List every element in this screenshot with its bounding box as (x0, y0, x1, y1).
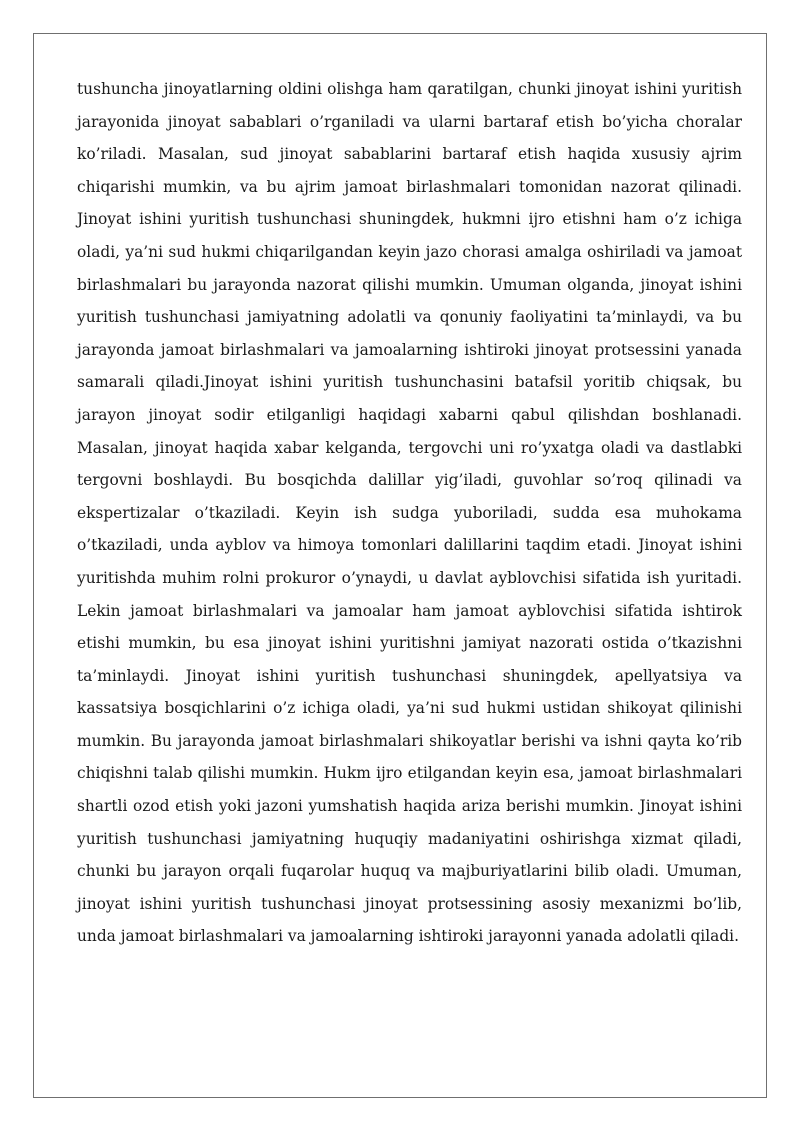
body-paragraph: tushuncha jinoyatlarning oldini olishga ham qaratilgan, chunki jinoyat ishini yuritish jarayonida jinoyat sabablari o’rganiladi va ularni bartaraf etish bo’yicha choralar ko’riladi. Masalan, sud jinoyat sabablarini bartaraf etish haqida xususiy ajrim chiqarishi mumkin, va bu ajrim jamoat birlashmalari tomonidan nazorat qilinadi. Jinoyat ishini yuritish tushunchasi shuningdek, hukmni ijro etishni ham o’z ichiga oladi, ya’ni sud hukmi chiqarilgandan keyin jazo chorasi amalga oshiriladi va jamoat birlashmalari bu jarayonda nazorat qilishi mumkin. Umuman olganda, jinoyat ishini yuritish tushunchasi jamiyatning adolatli va qonuniy faoliyatini ta’minlaydi, va bu jarayonda jamoat birlashmalari va jamoalarning ishtiroki jinoyat protsessini yanada samarali qiladi.Jinoyat ishini yuritish tushunchasini batafsil yoritib chiqsak, bu jarayon jinoyat sodir etilganligi haqidagi xabarni qabul qilishdan boshlanadi. Masalan, jinoyat haqida xabar kelganda, tergovchi uni ro’yxatga oladi va dastlabki tergovni boshlaydi. Bu bosqichda dalillar yig’iladi, guvohlar so’roq qilinadi va ekspertizalar o’tkaziladi. Keyin ish sudga yuboriladi, sudda esa muhokama o’tkaziladi, unda ayblov va himoya tomonlari dalillarini taqdim etadi. Jinoyat ishini yuritishda muhim rolni prokuror o’ynaydi, u davlat ayblovchisi sifatida ish yuritadi. Lekin jamoat birlashmalari va jamoalar ham jamoat ayblovchisi sifatida ishtirok etishi mumkin, bu esa jinoyat ishini yuritishni jamiyat nazorati ostida o’tkazishni ta’minlaydi. Jinoyat ishini yuritish tushunchasi shuningdek, apellyatsiya va kassatsiya bosqichlarini o’z ichiga oladi, ya’ni sud hukmi ustidan shikoyat qilinishi mumkin. Bu jarayonda jamoat birlashmalari shikoyatlar berishi va ishni qayta ko’rib chiqishni talab qilishi mumkin. Hukm ijro etilgandan keyin esa, jamoat birlashmalari shartli ozod etish yoki jazoni yumshatish haqida ariza berishi mumkin. Jinoyat ishini yuritish tushunchasi jamiyatning huquqiy madaniyatini oshirishga xizmat qiladi, chunki bu jarayon orqali fuqarolar huquq va majburiyatlarini bilib oladi. Umuman, jinoyat ishini yuritish tushunchasi jinoyat protsessining asosiy mexanizmi bo’lib, unda jamoat birlashmalari va jamoalarning ishtiroki jarayonni yanada adolatli qiladi. (77, 80, 742, 946)
